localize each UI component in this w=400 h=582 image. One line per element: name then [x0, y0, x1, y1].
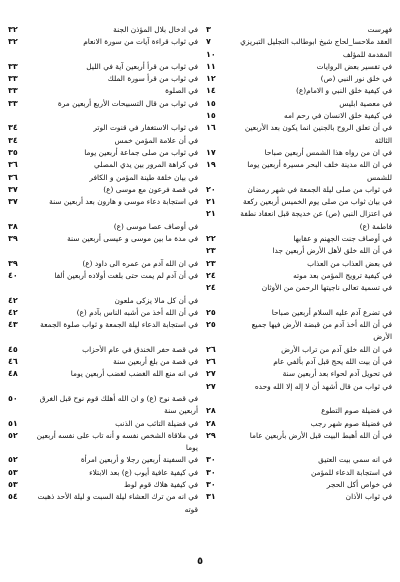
toc-entry-title: في ثواب من قرأ سورة الملك — [107, 74, 198, 84]
toc-entry — [8, 172, 198, 184]
toc-entry-title: في ثواب قراءة آيات من سورة الانعام — [83, 37, 198, 47]
toc-entry — [206, 208, 392, 233]
toc-entry-title: في أن الله أهبط البيت قبل الأرض بأربعين عاما — [249, 430, 392, 440]
toc-entry — [8, 319, 198, 344]
toc-page-number: ٤٢ — [8, 295, 18, 305]
toc-entry — [206, 356, 392, 368]
toc-entry — [8, 356, 198, 368]
toc-page-number: ٣٣ — [8, 74, 18, 84]
toc-entry — [206, 196, 392, 208]
toc-page-number: ٢٩ — [206, 430, 216, 440]
toc-entry — [206, 467, 392, 479]
toc-entry — [8, 36, 198, 61]
toc-entry — [8, 24, 198, 36]
toc-page-number: ٣٠ — [206, 479, 216, 489]
toc-entry — [8, 344, 198, 356]
toc-page-number: ٣٦ — [8, 172, 18, 182]
toc-entry — [206, 184, 392, 196]
toc-page-number: ٢٣ — [206, 258, 216, 268]
toc-entry-title: في ملاقاة الشخص نفسه و أنه تاب على نفسه أربعين يوما — [36, 430, 198, 453]
toc-entry-title: في السفينة أربعين رجلا و أربعين امرأة — [80, 455, 198, 465]
toc-page-number: ٣ — [206, 25, 211, 34]
toc-page-number: ٢٢ — [206, 234, 216, 244]
toc-page-number: ٢٦ — [206, 357, 216, 367]
toc-entry — [8, 122, 198, 134]
toc-page-number: ٣٠ — [206, 455, 216, 465]
toc-entry — [206, 454, 392, 466]
toc-entry-title: العقد ملاحسا_لحاج شيخ ابوطالب التجليل التبريزي — [240, 37, 392, 47]
toc-page-number: ٢٥ — [206, 320, 216, 330]
toc-page-number: ٢٤ — [206, 283, 216, 293]
toc-entry — [206, 98, 392, 110]
toc-entry-title: في ثواب من صلى جماعة أربعين يوما — [84, 147, 198, 157]
toc-entry-title: في مدة ما بين موسى و عيسى أربعين سنة — [67, 234, 198, 244]
toc-entry-title: في قصة فرعون مع موسى (ع) — [103, 184, 198, 194]
toc-entry-title: في أن الله خلق لأهل الأرض أربعين جدا — [272, 246, 392, 256]
toc-page-number: ٥٣ — [8, 479, 18, 489]
toc-entry-title: في فضيلة التائب من الذنب — [115, 418, 198, 428]
toc-entry-title: في انه منع الله الغضب لغضب أربعين يوما — [70, 369, 198, 379]
toc-entry-title: في ادخال بلال المؤذن الجنة — [113, 25, 198, 34]
toc-entry — [206, 147, 392, 159]
toc-entry — [8, 73, 198, 85]
toc-entry — [206, 73, 392, 85]
toc-page-number: ٥٢ — [8, 455, 18, 465]
toc-entry — [206, 110, 392, 122]
toc-page-number: ٢٥ — [206, 307, 216, 317]
toc-entry — [206, 282, 392, 307]
toc-entry-title: في انه سمي بيت العتيق — [318, 455, 392, 465]
toc-left-column — [8, 24, 198, 516]
toc-entry-title: في انه من ترك العشاء ليلة السبت و ليلة الأحد ذهبت قوته — [37, 492, 198, 514]
toc-entry-title: في أن تعلق الروح بالجنين انما يكون بعد الأربعين الثالثة — [244, 123, 392, 145]
toc-entry-title: في استجابة الدعاء ليلة الجمعة و ثواب صلوة الجمعة — [40, 320, 198, 330]
toc-page-number: ٢٣ — [206, 246, 216, 256]
toc-page-number: ٢١ — [206, 197, 216, 207]
toc-page-number: ٤٨ — [8, 369, 18, 379]
toc-entry — [8, 85, 198, 97]
toc-entry — [8, 61, 198, 73]
toc-entry — [206, 307, 392, 319]
toc-entry-title: في أوصاف جنت الجهنم و عقابها — [293, 234, 392, 244]
toc-entry-title: في استجابة دعاء موسى و هارون بعد أربعين سنة — [49, 197, 198, 207]
toc-entry-title: في كيفية عافية أيوب (ع) بعد الابتلاء — [89, 467, 198, 477]
toc-page-number: ٤٣ — [8, 320, 18, 330]
toc-entry — [8, 159, 198, 171]
toc-entry — [8, 98, 198, 123]
toc-page-number: ٣٦ — [8, 160, 18, 170]
toc-entry-title: في قصة من بلغ أربعين سنة — [113, 357, 198, 367]
toc-page-number: ٣٠ — [206, 467, 216, 477]
toc-entry-title: في ان الله آدم من عمره الى داود (ع) — [82, 258, 198, 268]
toc-entry — [8, 147, 198, 159]
toc-entry-title: في قصة حفر الخندق في عام الأحزاب — [82, 344, 198, 354]
toc-right-column — [206, 24, 392, 504]
toc-page-number: ١٩ — [206, 160, 216, 170]
toc-entry-title: في كيفية ترويج المؤمن بعد موته — [293, 270, 392, 280]
toc-entry-title: في أن الله أخذ من أشبه الناس بآدم (ع) — [76, 307, 198, 317]
toc-entry — [206, 258, 392, 270]
toc-entry — [8, 135, 198, 147]
toc-page-number: ٣٤ — [8, 135, 18, 145]
toc-page-number: ٣٨ — [8, 221, 18, 231]
toc-entry-title: في كراهة المرور بين يدي المصلي — [94, 160, 198, 170]
toc-entry-title: في أن كل مالا يزكى ملعون — [114, 295, 198, 305]
toc-page-number: ١٥ — [206, 111, 216, 121]
toc-entry-title: في خلق نور النبي (ص) — [320, 74, 392, 84]
toc-entry-title: في فضيلة صوم التطوع — [321, 406, 392, 416]
toc-page-number: ٢٦ — [206, 344, 216, 354]
toc-page-number: ١٤ — [206, 86, 216, 96]
toc-entry-title: في خواص أكل الحجر — [326, 479, 392, 489]
toc-entry-title: في ان الله مدينة خلف البحر مسيرة أربعين يوما للشمس — [247, 160, 392, 182]
toc-page-number: ١١ — [206, 61, 216, 71]
toc-entry — [8, 184, 198, 196]
toc-page-number: ٢٧ — [206, 381, 216, 391]
toc-page-number: ٣٩ — [8, 234, 18, 244]
toc-entry — [206, 270, 392, 282]
toc-entry — [206, 430, 392, 455]
toc-page-number: ٤٥ — [8, 344, 18, 354]
toc-entry — [8, 430, 198, 455]
toc-entry-title: في كيفية خلق النبي و الامام(ع) — [295, 86, 392, 96]
toc-entry-title: في ان من رواه هذا الشمس أربعين صباحا — [264, 147, 392, 157]
toc-entry — [206, 85, 392, 97]
toc-entry-title: في ثواب الاستغفار في قنوت الوتر — [93, 123, 198, 133]
toc-entry — [8, 393, 198, 418]
toc-page-number: ١٧ — [206, 147, 216, 157]
toc-page-number: ٢٧ — [206, 369, 216, 379]
toc-entry — [8, 454, 198, 466]
toc-entry-title: في كيفية خلق الانسان في رحم امه — [284, 111, 392, 121]
toc-page-number: ٣٧ — [8, 184, 18, 194]
toc-entry — [8, 307, 198, 319]
toc-page-number: ٥٠ — [8, 393, 18, 403]
toc-entry-title: في الصلوة — [165, 86, 198, 96]
toc-page-number: ١٦ — [206, 123, 216, 133]
toc-page-number: ٣٣ — [8, 86, 18, 96]
toc-page-number: ٤٢ — [8, 307, 18, 317]
toc-page-number: ٣٣ — [8, 98, 18, 108]
toc-entry-title: في كيفية هلاك قوم لوط — [123, 479, 198, 489]
toc-entry — [206, 344, 392, 356]
toc-entry-title: في ثواب الأذان — [345, 492, 392, 502]
toc-page-number: ٣٥ — [8, 147, 18, 157]
toc-page-number: ٥٢ — [8, 430, 18, 440]
toc-entry — [206, 233, 392, 245]
toc-page-number: ٥١ — [8, 418, 18, 428]
toc-entry — [8, 258, 198, 270]
toc-entry-title: في ثواب من قال أشهد أن لا إله إلا الله وحده — [254, 381, 392, 391]
toc-entry-title: في تحويل آدم لحواء بعد أربعين سنة — [282, 369, 392, 379]
toc-entry-title: في معصية ابليس — [339, 98, 392, 108]
toc-entry-title: في تسمية تعالى ناجيتها الرحمن من الأوثان — [261, 283, 392, 293]
toc-entry-title: في قصة نوح (ع) و ان الله أهلك قوم نوح قبل الغرق أربعين سنة — [39, 393, 198, 416]
toc-entry — [8, 196, 198, 221]
toc-entry — [206, 491, 392, 503]
toc-entry-title: في أوصاف عصا موسى (ع) — [113, 221, 198, 231]
toc-entry-title: في بيان خلقة طينة المؤمن و الكافر — [89, 172, 198, 182]
page-number: ٥ — [196, 556, 204, 567]
toc-page-number: ٣٩ — [8, 258, 18, 268]
toc-entry-title: في أن علامة المؤمن خمس — [114, 135, 198, 145]
toc-entry-title: في تضرع آدم عليه السلام أربعين صباحا — [271, 307, 392, 317]
toc-entry-title: في ثواب من صلى ليلة الجمعة في شهر رمضان — [247, 184, 392, 194]
toc-entry — [206, 24, 392, 36]
toc-entry — [206, 159, 392, 184]
toc-entry — [8, 479, 198, 491]
toc-entry — [206, 36, 392, 48]
toc-entry-title: في فضيلة صوم شهر رجب — [310, 418, 392, 428]
toc-entry — [8, 270, 198, 295]
toc-page-number: ٢١ — [206, 209, 216, 219]
toc-entry — [206, 381, 392, 406]
toc-entry — [8, 467, 198, 479]
toc-page-number: ٣٤ — [8, 123, 18, 133]
toc-entry-title: في بعض العذاب من العذاب — [307, 258, 392, 268]
toc-page-number: ٣٧ — [8, 197, 18, 207]
toc-page-number: ٢٨ — [206, 418, 216, 428]
toc-entry-title: في تفسير بعض الروايات — [316, 61, 392, 71]
toc-entry-title: في استجابة الدعاء للمؤمن — [311, 467, 392, 477]
toc-page-number: ١٥ — [206, 98, 216, 108]
toc-page-number: ٣٢ — [8, 37, 18, 47]
toc-entry — [206, 245, 392, 257]
toc-page-number: ٣٣ — [8, 61, 18, 71]
toc-entry — [8, 295, 198, 307]
toc-entry — [206, 479, 392, 491]
toc-page-number: ٢٠ — [206, 184, 216, 194]
toc-entry — [206, 368, 392, 380]
toc-entry-title: في ان الله خلق آدم من تراب الأرض — [281, 344, 392, 354]
toc-entry — [8, 368, 198, 393]
toc-entry — [8, 491, 198, 516]
toc-page-number: ٧ — [206, 37, 211, 47]
toc-page-number: ٤٦ — [8, 357, 18, 367]
toc-page-number: ٤٠ — [8, 270, 18, 280]
toc-entry-title: في بيان ثواب من صلى يوم الخميس أربعين ركعة — [243, 197, 392, 207]
toc-page-number: ١٢ — [206, 74, 216, 84]
toc-entry-title: في ثواب من قرأ أربعين آية في الليل — [86, 61, 198, 71]
toc-page-number: ٥٤ — [8, 492, 18, 502]
toc-entry — [206, 319, 392, 344]
toc-entry — [206, 122, 392, 147]
toc-entry — [8, 221, 198, 233]
toc-page-number: ٣١ — [206, 492, 216, 502]
toc-page-number: ٢٨ — [206, 406, 216, 416]
toc-page-number: ٢٤ — [206, 270, 216, 280]
toc-entry — [206, 405, 392, 417]
toc-entry — [206, 61, 392, 73]
toc-entry-title: المقدمة للمؤلف — [342, 49, 392, 59]
toc-entry-title: فهرست — [367, 25, 392, 34]
toc-entry — [206, 418, 392, 430]
toc-entry — [206, 49, 392, 61]
toc-entry-title: في أن الله أخذ آدم من قبضة الأرض فيها جميع الأرض — [251, 320, 392, 342]
toc-page-number: ١٠ — [206, 49, 216, 59]
toc-entry-title: في اعتزال النبي (ص) عن خديجة قبل انعقاد نطفة فاطمة (ع) — [240, 209, 392, 231]
toc-entry-title: في أن بيت الله يحج قبل آدم بألفي عام — [273, 357, 392, 367]
toc-entry — [8, 418, 198, 430]
toc-page-number: ٥٣ — [8, 467, 18, 477]
toc-page-number: ٣٢ — [8, 25, 18, 34]
toc-entry — [8, 233, 198, 258]
toc-entry-title: في أن آدم لم يمت حتى بلغت أولاده أربعين ألفا — [54, 270, 198, 280]
toc-entry-title: في ثواب من قال التسبيحات الأربع أربعين مرة — [57, 98, 198, 108]
